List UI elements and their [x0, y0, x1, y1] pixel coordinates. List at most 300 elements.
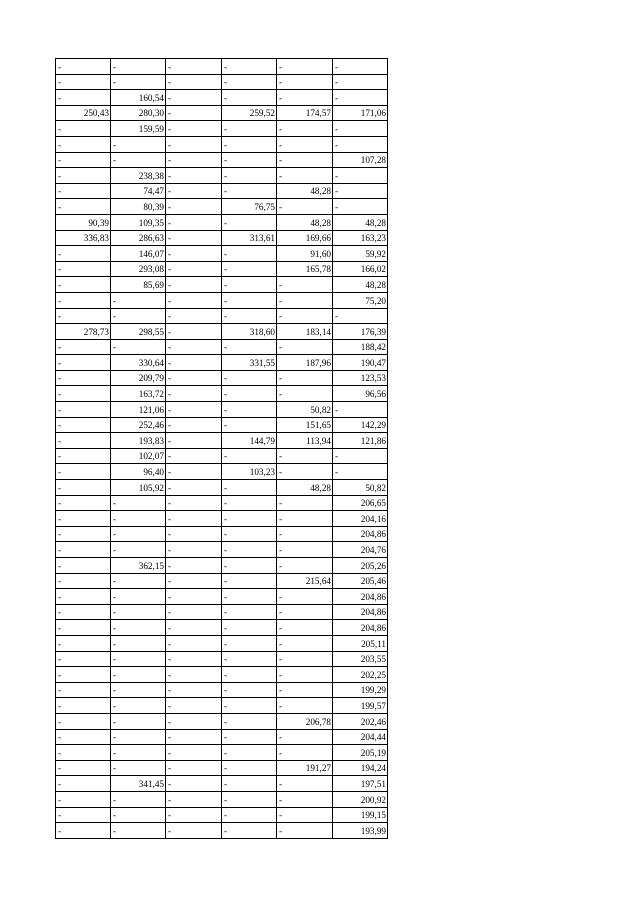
table-cell: 318,60	[222, 324, 277, 340]
table-cell: -	[166, 511, 222, 527]
table-cell: -	[277, 729, 333, 745]
table-cell: 250,43	[56, 105, 111, 121]
table-cell: 202,46	[333, 713, 388, 729]
table-cell: -	[56, 448, 111, 464]
table-cell: 204,16	[333, 511, 388, 527]
table-row	[56, 713, 388, 729]
table-cell: -	[56, 604, 111, 620]
table-cell: -	[222, 183, 277, 199]
table-cell: -	[166, 620, 222, 636]
table-row	[56, 277, 388, 293]
table-cell: -	[277, 511, 333, 527]
table-cell: -	[333, 402, 388, 418]
table-cell: -	[56, 464, 111, 480]
table-cell: -	[56, 667, 111, 683]
table-cell: 204,44	[333, 729, 388, 745]
table-cell: -	[166, 495, 222, 511]
table-cell: -	[56, 620, 111, 636]
table-cell: -	[56, 698, 111, 714]
table-cell: 50,82	[277, 402, 333, 418]
table-cell: -	[222, 214, 277, 230]
table-cell: -	[166, 713, 222, 729]
table-cell: -	[333, 183, 388, 199]
table-row	[56, 558, 388, 574]
table-cell: -	[222, 246, 277, 262]
table-cell: -	[222, 339, 277, 355]
table-row	[56, 745, 388, 761]
table-cell: 142,29	[333, 417, 388, 433]
table-cell: 203,55	[333, 651, 388, 667]
table-cell: -	[166, 635, 222, 651]
table-cell: 193,99	[333, 823, 388, 839]
table-cell: 113,94	[277, 433, 333, 449]
table-cell: -	[56, 729, 111, 745]
table-cell: -	[277, 807, 333, 823]
table-cell: 48,28	[277, 214, 333, 230]
table-row	[56, 417, 388, 433]
table-cell: 188,42	[333, 339, 388, 355]
table-cell: -	[277, 292, 333, 308]
table-cell: -	[222, 59, 277, 75]
table-cell: 90,39	[56, 214, 111, 230]
table-cell: -	[56, 791, 111, 807]
table-cell: 144,79	[222, 433, 277, 449]
table-cell: -	[222, 620, 277, 636]
table-cell: -	[56, 573, 111, 589]
table-row	[56, 59, 388, 75]
table-cell: -	[166, 370, 222, 386]
table-cell: -	[222, 558, 277, 574]
table-cell: -	[166, 760, 222, 776]
table-cell: -	[277, 698, 333, 714]
table-cell: -	[333, 464, 388, 480]
table-cell: -	[222, 74, 277, 90]
table-cell: -	[166, 105, 222, 121]
table-cell: -	[111, 74, 166, 90]
table-row	[56, 152, 388, 168]
table-cell: 199,15	[333, 807, 388, 823]
table-cell: 204,86	[333, 526, 388, 542]
table-cell: -	[277, 635, 333, 651]
table-cell: -	[166, 651, 222, 667]
table-cell: 238,38	[111, 168, 166, 184]
table-cell: -	[166, 729, 222, 745]
table-cell: -	[56, 183, 111, 199]
table-row	[56, 698, 388, 714]
table-cell: -	[166, 386, 222, 402]
table-cell: -	[166, 542, 222, 558]
table-cell: 74,47	[111, 183, 166, 199]
table-cell: -	[111, 620, 166, 636]
table-row	[56, 604, 388, 620]
table-cell: -	[56, 308, 111, 324]
table-cell: 205,46	[333, 573, 388, 589]
table-cell: -	[222, 168, 277, 184]
table-cell: -	[333, 168, 388, 184]
table-cell: 85,69	[111, 277, 166, 293]
table-cell: -	[166, 308, 222, 324]
table-cell: -	[166, 90, 222, 106]
table-cell: -	[56, 823, 111, 839]
table-row	[56, 760, 388, 776]
table-row	[56, 589, 388, 605]
table-cell: -	[222, 277, 277, 293]
table-cell: -	[56, 339, 111, 355]
table-cell: 209,79	[111, 370, 166, 386]
table-cell: -	[277, 277, 333, 293]
table-row	[56, 526, 388, 542]
table-cell: -	[166, 480, 222, 496]
table-cell: -	[166, 168, 222, 184]
table-cell: 174,57	[277, 105, 333, 121]
table-row	[56, 651, 388, 667]
table-cell: -	[277, 308, 333, 324]
table-row	[56, 121, 388, 137]
table-cell: -	[166, 261, 222, 277]
table-cell: -	[222, 448, 277, 464]
table-cell: -	[111, 807, 166, 823]
table-cell: -	[111, 542, 166, 558]
table-cell: -	[111, 589, 166, 605]
table-row	[56, 823, 388, 839]
table-row	[56, 433, 388, 449]
table-cell: 200,92	[333, 791, 388, 807]
table-cell: 171,06	[333, 105, 388, 121]
table-cell: -	[222, 667, 277, 683]
table-row	[56, 573, 388, 589]
table-cell: 151,65	[277, 417, 333, 433]
table-cell: -	[222, 261, 277, 277]
table-cell: -	[333, 199, 388, 215]
table-cell: 48,28	[277, 183, 333, 199]
table-cell: -	[333, 121, 388, 137]
table-cell: -	[111, 339, 166, 355]
table-cell: -	[166, 402, 222, 418]
table-row	[56, 74, 388, 90]
table-cell: 204,76	[333, 542, 388, 558]
table-cell: -	[111, 729, 166, 745]
table-cell: -	[277, 59, 333, 75]
table-row	[56, 355, 388, 371]
table-cell: -	[56, 261, 111, 277]
table-cell: 298,55	[111, 324, 166, 340]
table-cell: -	[111, 682, 166, 698]
table-row	[56, 511, 388, 527]
table-cell: -	[222, 152, 277, 168]
table-cell: -	[166, 136, 222, 152]
table-cell: 205,11	[333, 635, 388, 651]
table-cell: 76,75	[222, 199, 277, 215]
table-cell: -	[277, 651, 333, 667]
table-row	[56, 667, 388, 683]
table-cell: -	[166, 573, 222, 589]
table-cell: -	[166, 776, 222, 792]
table-cell: -	[222, 713, 277, 729]
table-row	[56, 635, 388, 651]
table-cell: -	[56, 355, 111, 371]
table-cell: -	[333, 136, 388, 152]
table-cell: -	[277, 745, 333, 761]
table-row	[56, 495, 388, 511]
table-body	[56, 59, 388, 839]
table-cell: -	[111, 152, 166, 168]
table-cell: 107,28	[333, 152, 388, 168]
table-cell: 121,06	[111, 402, 166, 418]
table-cell: 215,64	[277, 573, 333, 589]
table-row	[56, 386, 388, 402]
table-cell: -	[222, 90, 277, 106]
table-row	[56, 480, 388, 496]
table-cell: -	[277, 386, 333, 402]
table-cell: -	[56, 152, 111, 168]
table-cell: -	[222, 760, 277, 776]
table-cell: 193,83	[111, 433, 166, 449]
table-cell: -	[166, 448, 222, 464]
table-row	[56, 105, 388, 121]
table-cell: -	[222, 308, 277, 324]
table-cell: 191,27	[277, 760, 333, 776]
table-cell: -	[277, 152, 333, 168]
table-cell: -	[111, 760, 166, 776]
table-row	[56, 464, 388, 480]
table-cell: 176,39	[333, 324, 388, 340]
table-cell: -	[111, 495, 166, 511]
table-cell: -	[222, 776, 277, 792]
table-cell: -	[111, 308, 166, 324]
table-cell: -	[166, 745, 222, 761]
table-row	[56, 339, 388, 355]
table-cell: -	[333, 448, 388, 464]
table-row	[56, 292, 388, 308]
table-cell: -	[56, 713, 111, 729]
table-cell: -	[222, 604, 277, 620]
table-row	[56, 807, 388, 823]
table-cell: -	[56, 542, 111, 558]
table-cell: 121,86	[333, 433, 388, 449]
table-cell: -	[277, 464, 333, 480]
table-cell: 280,30	[111, 105, 166, 121]
table-cell: -	[56, 589, 111, 605]
table-cell: -	[166, 74, 222, 90]
table-cell: 313,61	[222, 230, 277, 246]
table-cell: 96,40	[111, 464, 166, 480]
table-cell: -	[222, 807, 277, 823]
table-row	[56, 261, 388, 277]
table-cell: -	[166, 698, 222, 714]
table-cell: -	[166, 183, 222, 199]
table-cell: 252,46	[111, 417, 166, 433]
table-cell: 362,15	[111, 558, 166, 574]
table-row	[56, 791, 388, 807]
table-cell: 187,96	[277, 355, 333, 371]
table-cell: 204,86	[333, 604, 388, 620]
table-cell: -	[111, 713, 166, 729]
table-cell: -	[56, 386, 111, 402]
table-cell: -	[56, 292, 111, 308]
table-cell: -	[166, 121, 222, 137]
table-cell: 165,78	[277, 261, 333, 277]
table-cell: -	[166, 230, 222, 246]
table-cell: -	[111, 823, 166, 839]
table-cell: -	[277, 667, 333, 683]
table-row	[56, 542, 388, 558]
table-cell: 336,83	[56, 230, 111, 246]
table-cell: -	[166, 823, 222, 839]
table-cell: -	[111, 511, 166, 527]
table-cell: 91,60	[277, 246, 333, 262]
table-cell: -	[56, 511, 111, 527]
table-cell: -	[166, 417, 222, 433]
table-cell: -	[222, 417, 277, 433]
table-cell: 205,19	[333, 745, 388, 761]
table-cell: 169,66	[277, 230, 333, 246]
table-cell: -	[166, 807, 222, 823]
table-cell: -	[111, 573, 166, 589]
table-cell: -	[222, 136, 277, 152]
table-cell: -	[166, 558, 222, 574]
table-cell: 341,45	[111, 776, 166, 792]
table-cell: 96,56	[333, 386, 388, 402]
table-cell: -	[111, 292, 166, 308]
table-cell: 166,02	[333, 261, 388, 277]
table-cell: -	[277, 604, 333, 620]
table-cell: -	[166, 433, 222, 449]
table-cell: -	[166, 464, 222, 480]
table-cell: 50,82	[333, 480, 388, 496]
table-row	[56, 308, 388, 324]
table-row	[56, 776, 388, 792]
table-row	[56, 246, 388, 262]
table-cell: -	[166, 589, 222, 605]
table-row	[56, 729, 388, 745]
table-cell: -	[222, 651, 277, 667]
table-cell: -	[222, 370, 277, 386]
table-cell: -	[222, 745, 277, 761]
table-cell: -	[111, 745, 166, 761]
table-cell: -	[277, 526, 333, 542]
table-cell: 331,55	[222, 355, 277, 371]
table-cell: -	[222, 480, 277, 496]
table-cell: -	[277, 589, 333, 605]
table-cell: -	[333, 74, 388, 90]
table-cell: 194,24	[333, 760, 388, 776]
table-cell: 199,57	[333, 698, 388, 714]
table-cell: 259,52	[222, 105, 277, 121]
table-cell: -	[222, 526, 277, 542]
table-cell: -	[222, 791, 277, 807]
table-cell: -	[166, 339, 222, 355]
table-cell: -	[166, 791, 222, 807]
table-cell: -	[56, 651, 111, 667]
table-cell: 160,54	[111, 90, 166, 106]
table-cell: -	[56, 558, 111, 574]
table-cell: -	[56, 90, 111, 106]
table-row	[56, 136, 388, 152]
table-row	[56, 370, 388, 386]
data-table	[55, 58, 388, 839]
table-cell: -	[222, 402, 277, 418]
table-cell: -	[222, 635, 277, 651]
table-row	[56, 90, 388, 106]
table-cell: 204,86	[333, 620, 388, 636]
table-cell: -	[333, 90, 388, 106]
table-cell: 204,86	[333, 589, 388, 605]
table-cell: -	[166, 526, 222, 542]
table-cell: -	[56, 760, 111, 776]
table-cell: -	[166, 667, 222, 683]
table-cell: -	[277, 791, 333, 807]
table-cell: -	[222, 542, 277, 558]
table-cell: -	[56, 59, 111, 75]
table-cell: 286,63	[111, 230, 166, 246]
table-cell: -	[166, 604, 222, 620]
table-cell: -	[166, 292, 222, 308]
table-cell: -	[111, 698, 166, 714]
table-row	[56, 199, 388, 215]
table-cell: 293,08	[111, 261, 166, 277]
table-cell: -	[222, 589, 277, 605]
table-cell: -	[111, 526, 166, 542]
table-cell: 197,51	[333, 776, 388, 792]
table-cell: -	[277, 168, 333, 184]
table-cell: -	[277, 448, 333, 464]
table-cell: -	[222, 511, 277, 527]
table-cell: -	[56, 776, 111, 792]
table-cell: -	[56, 121, 111, 137]
table-cell: 159,59	[111, 121, 166, 137]
table-cell: -	[222, 386, 277, 402]
table-cell: -	[277, 620, 333, 636]
table-cell: -	[277, 121, 333, 137]
table-cell: -	[277, 682, 333, 698]
table-cell: -	[333, 59, 388, 75]
table-cell: -	[277, 823, 333, 839]
table-cell: -	[166, 682, 222, 698]
table-cell: -	[56, 480, 111, 496]
table-cell: 183,14	[277, 324, 333, 340]
table-cell: -	[166, 324, 222, 340]
table-cell: -	[111, 791, 166, 807]
table-cell: -	[56, 277, 111, 293]
table-cell: 206,65	[333, 495, 388, 511]
table-cell: 146,07	[111, 246, 166, 262]
table-cell: -	[111, 136, 166, 152]
table-cell: -	[56, 495, 111, 511]
table-cell: -	[56, 745, 111, 761]
table-cell: -	[166, 246, 222, 262]
table-row	[56, 324, 388, 340]
table-cell: -	[111, 651, 166, 667]
table-row	[56, 214, 388, 230]
table-cell: -	[222, 292, 277, 308]
table-cell: -	[56, 526, 111, 542]
table-row	[56, 620, 388, 636]
table-cell: -	[277, 339, 333, 355]
table-cell: -	[222, 121, 277, 137]
table-cell: -	[56, 433, 111, 449]
table-cell: -	[111, 604, 166, 620]
table-cell: -	[277, 495, 333, 511]
table-cell: -	[166, 355, 222, 371]
table-cell: -	[166, 59, 222, 75]
table-cell: -	[166, 199, 222, 215]
table-cell: -	[277, 558, 333, 574]
table-row	[56, 230, 388, 246]
table-cell: 206,78	[277, 713, 333, 729]
table-cell: -	[56, 199, 111, 215]
table-cell: -	[56, 635, 111, 651]
table-cell: 278,73	[56, 324, 111, 340]
